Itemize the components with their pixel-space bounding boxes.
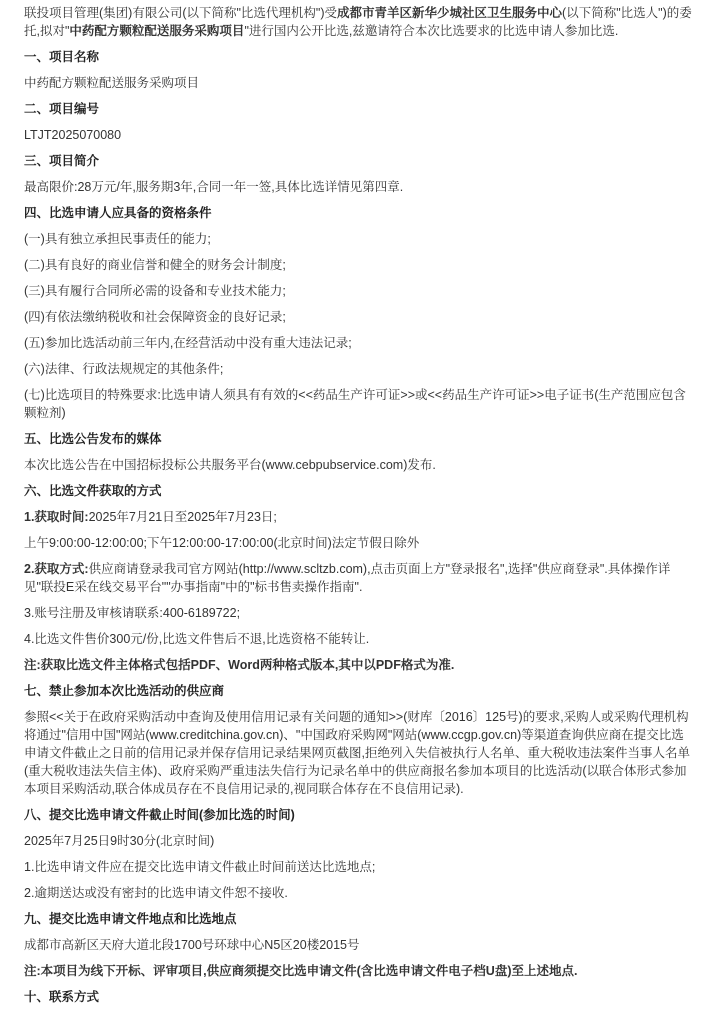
qualification-item: (四)有依法缴纳税收和社会保障资金的良好记录;: [24, 310, 286, 324]
obtain-time: [24, 508, 696, 526]
qualification-item: (六)法律、行政法规规定的其他条件;: [24, 362, 224, 376]
section-heading-project-summary: 三、项目简介: [24, 154, 100, 168]
prohibited-suppliers-text: 参照<<关于在政府采购活动中查询及使用信用记录有关问题的通知>>(财库〔2016〕125号)的要求,采购人或采购代理机构将通过"信用中国"网站(www.creditchina.gov.cn)、"中国政府采购网"网站(www.ccgp.gov.cn)等渠道查询供应商在提交比选申请文件截止之日前的信用记录并保存信用记录结果网页截图,拒绝列入失信被执行人名单、重大税收违法案件当事人名单(重大税收违法失信主体)、政府采购严重违法失信行为记录名单中的供应商报名参加本项目的比选活动(以联合体形式参加本项目采购活动,联合体成员存在不良信用记录的,视同联合体存在不良信用记录).: [24, 710, 690, 796]
intro-text-agency: 联投项目管理(集团)有限公司(以下简称"比选代理机构")受: [24, 6, 338, 20]
intro-text-mid: (以下简称"比选人")的委托,拟对": [24, 6, 692, 38]
location-note: 注:本项目为线下开标、评审项目,供应商须提交比选申请文件(含比选申请文件电子档U盘)至上述地点.: [24, 964, 578, 978]
intro-project-name: 中药配方颗粒配送服务采购项目: [69, 24, 245, 38]
section-heading-contact: 十、联系方式: [24, 990, 100, 1004]
project-number-text: LTJT2025070080: [24, 128, 122, 142]
section-heading-deadline: 八、提交比选申请文件截止时间(参加比选的时间): [24, 808, 295, 822]
deadline-text: 2025年7月25日9时30分(北京时间): [24, 834, 215, 848]
obtain-method-label: 2.获取方式:: [24, 562, 89, 576]
obtain-time-value: 2025年7月21日至2025年7月23日;: [88, 510, 277, 524]
obtain-hours: 上午9:00:00-12:00:00;下午12:00:00-17:00:00(北京时间)法定节假日除外: [24, 536, 420, 550]
location-address: 成都市高新区天府大道北段1700号环球中心N5区20楼2015号: [24, 938, 360, 952]
section-heading-project-number: 二、项目编号: [24, 102, 100, 116]
section-heading-obtain-documents: 六、比选文件获取的方式: [24, 484, 162, 498]
qualification-item: (三)具有履行合同所必需的设备和专业技术能力;: [24, 284, 286, 298]
obtain-time-label: 1.获取时间:: [24, 510, 89, 524]
project-summary-text: 最高限价:28万元/年,服务期3年,合同一年一签,具体比选详情见第四章.: [24, 180, 404, 194]
format-note: 注:获取比选文件主体格式包括PDF、Word两种格式版本,其中以PDF格式为准.: [24, 658, 455, 672]
obtain-method-value: 供应商请登录我司官方网站(http://www.scltzb.com),点击页面上方"登录报名",选择"供应商登录".具体操作详见"联投E采在线交易平台""办事指南"中的"标书售卖操作指南".: [24, 562, 671, 594]
section-heading-media: 五、比选公告发布的媒体: [24, 432, 162, 446]
section-heading-project-name: 一、项目名称: [24, 50, 100, 64]
qualification-item: (一)具有独立承担民事责任的能力;: [24, 232, 211, 246]
deadline-item: 1.比选申请文件应在提交比选申请文件截止时间前送达比选地点;: [24, 860, 376, 874]
section-heading-qualifications: 四、比选申请人应具备的资格条件: [24, 206, 212, 220]
intro-buyer-name: 成都市青羊区新华少城社区卫生服务中心: [337, 6, 563, 20]
qualification-item: (二)具有良好的商业信誉和健全的财务会计制度;: [24, 258, 286, 272]
section-heading-prohibited-suppliers: 七、禁止参加本次比选活动的供应商: [24, 684, 225, 698]
intro-paragraph: [24, 4, 696, 40]
deadline-item: 2.逾期送达或没有密封的比选申请文件恕不接收.: [24, 886, 288, 900]
qualification-item: (五)参加比选活动前三年内,在经营活动中没有重大违法记录;: [24, 336, 352, 350]
qualification-item: (七)比选项目的特殊要求:比选申请人须具有有效的<<药品生产许可证>>或<<药品生产许可证>>电子证书(生产范围应包含颗粒剂): [24, 388, 686, 420]
account-contact: 3.账号注册及审核请联系:400-6189722;: [24, 606, 241, 620]
obtain-method: [24, 560, 696, 596]
document-price: 4.比选文件售价300元/份,比选文件售后不退,比选资格不能转让.: [24, 632, 370, 646]
section-heading-location: 九、提交比选申请文件地点和比选地点: [24, 912, 237, 926]
project-name-text: 中药配方颗粒配送服务采购项目: [24, 76, 200, 90]
media-text: 本次比选公告在中国招标投标公共服务平台(www.cebpubservice.com)发布.: [24, 458, 436, 472]
intro-text-end: "进行国内公开比选,兹邀请符合本次比选要求的比选申请人参加比选.: [244, 24, 619, 38]
